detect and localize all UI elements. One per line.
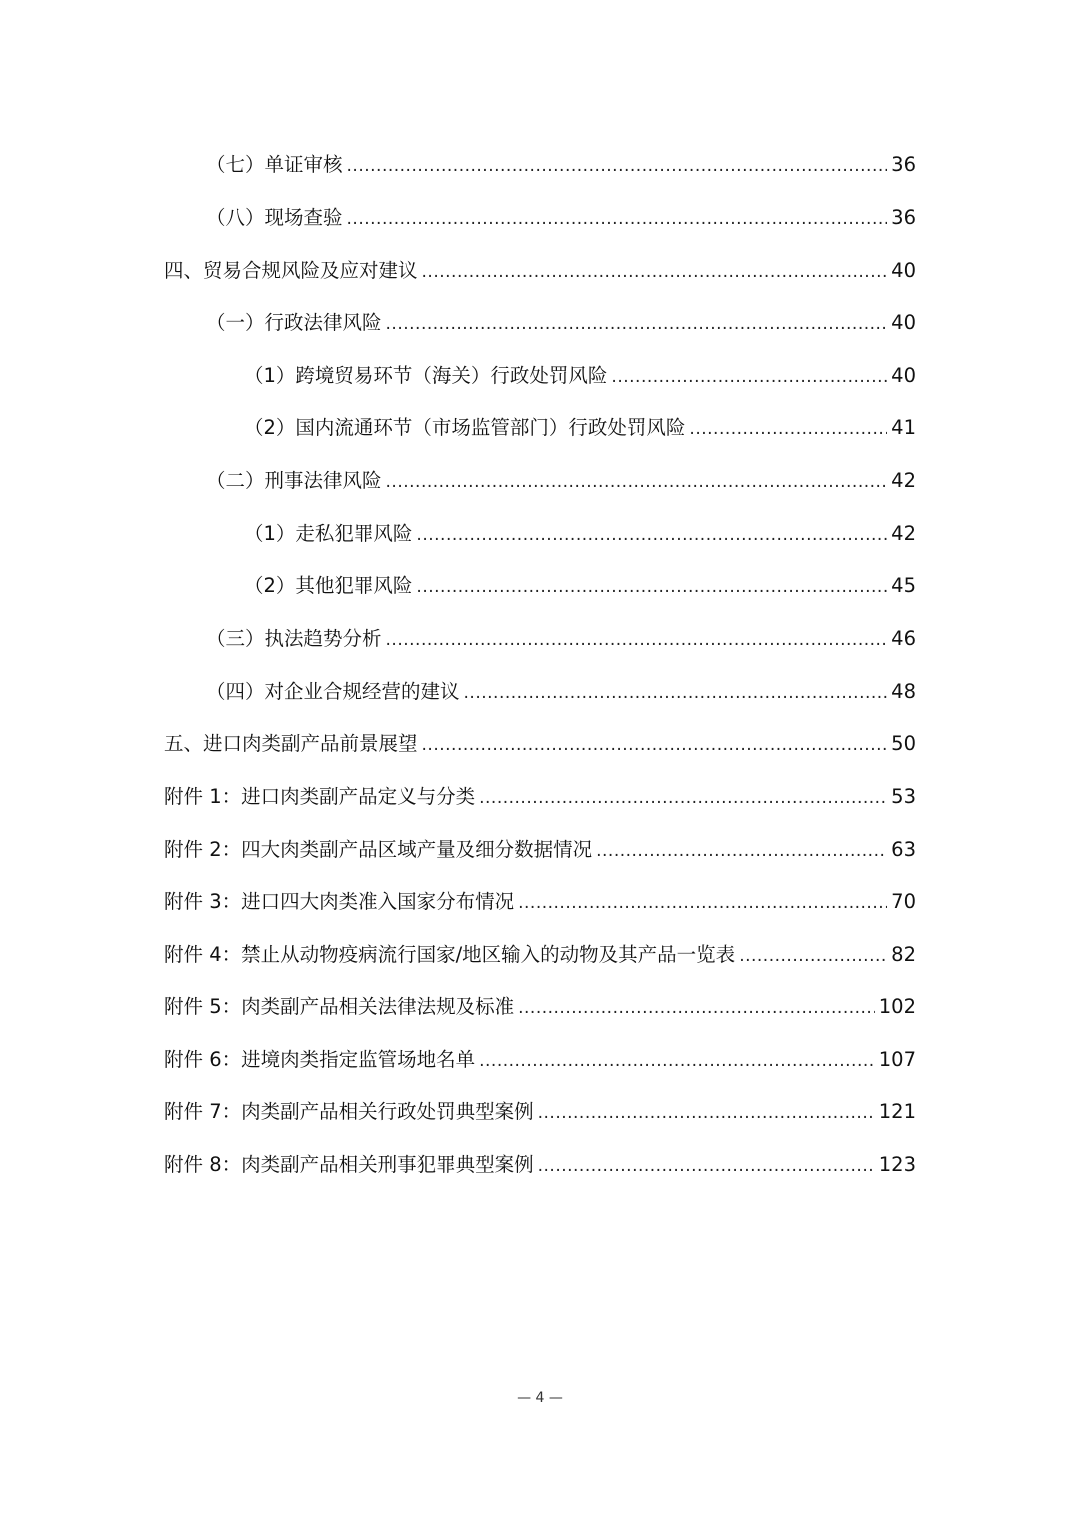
toc-entry-label: （三）执法趋势分析: [206, 627, 382, 650]
toc-entry[interactable]: [206, 466, 916, 496]
dot-leader: [518, 888, 887, 918]
toc-entry-label: 附件 4：禁止从动物疫病流行国家/地区输入的动物及其产品一览表: [164, 943, 736, 966]
toc-entry-label: （1）走私犯罪风险: [244, 522, 413, 545]
dot-leader: [518, 993, 875, 1023]
toc-entry-label: （八）现场查验: [206, 206, 343, 229]
toc-entry-label: 附件 1：进口肉类副产品定义与分类: [164, 785, 476, 808]
page-number: — 4 —: [517, 1390, 563, 1406]
toc-entry-page: 102: [878, 995, 916, 1018]
toc-entry-page: 46: [891, 627, 916, 650]
dot-leader: [538, 1098, 875, 1128]
dot-leader: [416, 572, 887, 602]
toc-entry-page: 63: [891, 838, 916, 861]
toc-entry-page: 50: [891, 732, 916, 755]
dot-leader: [739, 941, 887, 971]
toc-entry-label: 附件 3：进口四大肉类准入国家分布情况: [164, 890, 515, 913]
dot-leader: [347, 151, 888, 181]
toc-entry[interactable]: [244, 413, 916, 443]
dot-leader: [538, 1151, 875, 1181]
toc-entry[interactable]: [206, 677, 916, 707]
toc-entry-page: 121: [878, 1100, 916, 1123]
toc-entry-page: 123: [878, 1153, 916, 1176]
toc-entry-label: 附件 6：进境肉类指定监管场地名单: [164, 1048, 476, 1071]
dot-leader: [386, 309, 888, 339]
toc-entry-label: （二）刑事法律风险: [206, 469, 382, 492]
toc-entry[interactable]: [206, 150, 916, 180]
toc-entry[interactable]: [164, 835, 916, 865]
toc-entry[interactable]: [244, 361, 916, 391]
toc-entry-label: （七）单证审核: [206, 153, 343, 176]
toc-entry[interactable]: [206, 624, 916, 654]
dot-leader: [386, 625, 888, 655]
dot-leader: [689, 414, 887, 444]
toc-entry-page: 36: [891, 206, 916, 229]
dot-leader: [347, 204, 888, 234]
toc-entry-label: （1）跨境贸易环节（海关）行政处罚风险: [244, 364, 608, 387]
toc-entry[interactable]: [164, 887, 916, 917]
dot-leader: [479, 1046, 875, 1076]
toc-entry-page: 82: [891, 943, 916, 966]
toc-entry-label: 四、贸易合规风险及应对建议: [164, 259, 418, 282]
toc-entry-page: 42: [891, 522, 916, 545]
toc-entry-label: （2）国内流通环节（市场监管部门）行政处罚风险: [244, 416, 686, 439]
dot-leader: [611, 362, 887, 392]
dot-leader: [464, 678, 888, 708]
toc-entry-page: 48: [891, 680, 916, 703]
dot-leader: [386, 467, 888, 497]
toc-entry-label: 附件 2：四大肉类副产品区域产量及细分数据情况: [164, 838, 593, 861]
dot-leader: [422, 730, 888, 760]
toc-entry[interactable]: [164, 256, 916, 286]
dot-leader: [479, 783, 887, 813]
toc-entry[interactable]: [164, 1150, 916, 1180]
toc-entry[interactable]: [164, 729, 916, 759]
toc-entry[interactable]: [164, 1045, 916, 1075]
toc-entry[interactable]: [206, 203, 916, 233]
toc-entry[interactable]: [164, 1097, 916, 1127]
toc-entry-page: 45: [891, 574, 916, 597]
toc-entry[interactable]: [164, 992, 916, 1022]
toc-entry[interactable]: [244, 519, 916, 549]
toc-entry-label: 附件 7：肉类副产品相关行政处罚典型案例: [164, 1100, 534, 1123]
toc-entry-label: 附件 5：肉类副产品相关法律法规及标准: [164, 995, 515, 1018]
toc-entry-label: 附件 8：肉类副产品相关刑事犯罪典型案例: [164, 1153, 534, 1176]
toc-entry-page: 40: [891, 259, 916, 282]
toc-entry-label: （一）行政法律风险: [206, 311, 382, 334]
toc-entry[interactable]: [164, 940, 916, 970]
dot-leader: [422, 257, 888, 287]
toc-entry-label: （2）其他犯罪风险: [244, 574, 413, 597]
dot-leader: [416, 520, 887, 550]
toc-entry-page: 40: [891, 311, 916, 334]
toc-entry-page: 36: [891, 153, 916, 176]
toc-entry-page: 53: [891, 785, 916, 808]
toc-entry-page: 70: [891, 890, 916, 913]
toc-entry[interactable]: [206, 308, 916, 338]
toc-entry-page: 41: [891, 416, 916, 439]
toc-entry-page: 107: [878, 1048, 916, 1071]
toc-entry-page: 42: [891, 469, 916, 492]
toc-entry[interactable]: [244, 571, 916, 601]
toc-entry-label: 五、进口肉类副产品前景展望: [164, 732, 418, 755]
dot-leader: [596, 836, 887, 866]
toc-entry-label: （四）对企业合规经营的建议: [206, 680, 460, 703]
toc-entry-page: 40: [891, 364, 916, 387]
toc-entry[interactable]: [164, 782, 916, 812]
